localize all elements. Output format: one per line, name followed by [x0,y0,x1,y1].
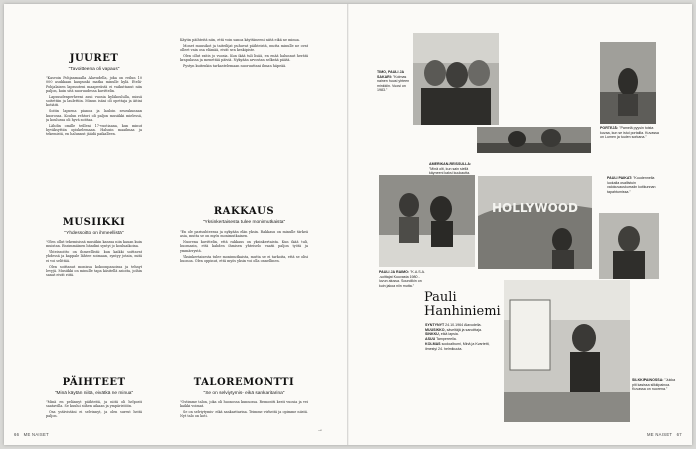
photo-image [413,33,499,125]
caption-silkkipaino [632,378,680,392]
paragraph: Lähdin omille teilleni 17-vuotiaana, kun minut hyväksyttiin opiskelemaan. Halusin maailmaa ja tekemistä, en halunnut jäädä paikalleen. [46,123,142,137]
photo-pauli-raimo [379,175,475,267]
brand-right: ME NAISET [647,432,673,437]
page-gutter [347,4,349,445]
column-continued [180,38,308,222]
caption-label: TIMO, PAULI JA SAKARI: [377,70,404,79]
bio-label: SYNTYNYT [425,323,445,327]
bio-text: 24.10.1964 Alavudella. [445,323,482,327]
paragraph: Nuorena kuvittelin, että rakkaus on yksinkertaista. Kun ikää tuli, huomasin, että kahden ihmisen yhteiselo vaatii paljon työtä ja ymmärrystä. [180,240,308,253]
caption-pauli-raimo [379,270,427,288]
feature-name-last: Hanhiniemi [424,304,501,319]
paragraph: "En ole parisuhteessa ja nykyään elän yksin. Rakkaus on minulle tärkeä asia, mutta se on myös monimutkainen. [180,230,308,239]
feature-bio [425,323,499,351]
photo-image [599,213,659,279]
bio-label: KOLMAS [425,341,441,346]
footer-left [14,432,49,437]
brand-left: ME NAISET [23,432,49,437]
column-paihteet [46,400,142,426]
subheading-taloremontti: "Se on selviytymis- eikä sankaritarina" [203,391,285,396]
column-rakkaus [180,230,308,370]
bio-text: säveltäjä ja sanoittaja. [446,327,482,332]
feature-name-first: Pauli [424,290,457,305]
paragraph: "Kasvoin Pohjanmaalla Alavudella, joka on reilun 10 000 asukkaan kaupunki matka minulle kylä. Etelä-Pohjalaisen lapsuuteni maaperästä ei vaikuttanut niin paljon, kuin sitä nuoruudessa kuvittelin. [46,76,142,93]
paragraph: Yksinkertaisesta tulee monimutkaista, mutta se ei tarkoita, että se olisi huonoa. Olen oppinut, että myös yksin voi olla onnellinen. [180,254,308,263]
paragraph: Monet muusikot ja taiteilijat puhuvat päihteistä, mutta minulle ne ovat olleet vain osa elämää, eivät sen keskipiste. [180,43,308,53]
bio-text: sooloalbumi, Minä ja Kvartetti, ilmestyi 24. helmikuuta. [425,341,490,351]
heading-musiikki: MUSIIKKI [62,217,126,228]
paragraph: Se on selviytymis- eikä sankaritarina. Teimme virheitä ja opimme niistä. Nyt talo on koti. [180,410,308,419]
paragraph: "Minä en pelännyt päihteitä, ja niitä oli helposti saatavilla. Se kuului siihen aikaan ja ympäristöön. [46,400,142,409]
photo-image [504,280,630,422]
caption-text: "Kolmas nainen huusi yhteen minkkiin. Vuosi on 1983." [377,74,410,93]
photo-image [478,176,592,269]
caption-label: PAULI PAIKAT: [607,176,633,180]
paragraph: Käytin päihteitä niin, että voin sanoa käyttäneeni niitä eikä ne minua. [180,38,300,42]
caption-text: "Kuudennella luokalla osallistuin valokuvauskurssiin kotikunnan tapahtumissa." [607,176,656,194]
bio-text: eikä lapsia. [440,332,459,337]
caption-text: "Minä olit, kun sain siellä käyneeni kaksi kuukautta. [429,166,471,176]
bio-label: SINKKU, [425,332,440,337]
photo-pauli-paikat [599,213,659,279]
photo-image [600,42,656,124]
subheading-juuret: "Tavoitteena oli vapaus" [68,67,120,72]
caption-text: "K.A.S.A. -soittajat Kuuvasta 1980 -luvun alussa. Soundikin on kuin jakoa niin mutta." [379,270,426,288]
heading-paihteet: PÄIHTEET [62,377,126,388]
feature-name [424,291,501,319]
magazine-spread [4,4,692,445]
caption-label: PAULI JA RAIMO: [379,270,410,274]
paragraph: "Olen ollut tekemisissä musiikin kanssa niin kauan kuin muistan. Ensimmäinen bändini syntyi jo kouluaikoina. [46,240,142,249]
paragraph: Osa ystävistäni ei selvinnyt, ja olen surrut heitä paljon. [46,410,142,419]
page-number-right: 67 [676,432,682,437]
footer-right [647,432,682,437]
photo-timo-pauli-sakari [413,33,499,125]
heading-rakkaus: RAKKAUS [213,206,275,217]
subheading-musiikki: "Yhdessoitto on ihmeellistä" [64,231,124,236]
caption-label: AMERIKAN-REISSULLA: [429,162,472,166]
column-musiikki [46,240,142,368]
page-number-left: 66 [14,432,20,437]
hollywood-sign: HOLLYWOOD [492,201,578,215]
photo-image [477,127,591,153]
continue-arrow-icon: → [317,427,323,433]
photo-amerikka [477,127,591,153]
caption-timo [377,70,411,93]
bio-label: MUUSIKKO, [425,327,446,332]
paragraph: "Ostimme talon, joka oli huonossa kunnossa. Remontti kesti vuosia ja vei kaikki voimat. [180,400,308,409]
caption-text: "Jukka piti kasissa silkkipainoa. Kuvassa on nuorena." [632,378,676,392]
paragraph: Lapsuudenperheeni asui vuosia kyläkoululla, missä soitettiin ja laulettiin. Minun isäni oli opettaja ja äitini kotiäiti. [46,94,142,108]
bio-label: ASUU [425,337,436,342]
heading-juuret: JUURET [69,53,119,64]
photo-silkkipaino [504,280,630,422]
photo-image [379,175,475,267]
heading-taloremontti: TALOREMONTTI [193,377,295,388]
caption-label: PORTEJÄ: [600,126,619,130]
paragraph: Olen ollut raitis jo vuosia. Kun ikää tuli lisää, en enää halunnut herätä krapulassa ja menettää päiviä. Nykyään arvostan selkeää päätä. [180,54,308,63]
photo-hollywood [478,176,592,269]
column-juuret [46,76,142,204]
caption-pauli-paikat [607,176,662,194]
paragraph: Yhteissoitto on ihmeellistä: kun kaikki soittavat yhdessä ja kappale lähtee soimaan, syntyy jotain, mitä ei voi selittää. [46,250,142,263]
subheading-rakkaus: "Yksinkertaisesta tulee monimutkaista" [202,220,286,225]
subheading-paihteet: "Minä käytän niitä, eivätkä ne minua" [54,391,134,396]
photo-portaat [600,42,656,124]
bio-line [425,342,499,351]
paragraph: Soitin lapsena pianoa ja lauloin seurakunnan kuorossa. Koulun rehtori oli paljon musiikki mielessä, ja koulussa oli hyvä soittaa. [46,109,142,122]
caption-portaat [600,126,662,140]
paragraph: Olen soittanut monissa kokoonpanoissa ja tehnyt levyjä. Musiikki on minulle tapa käsitellä asioita, joihin sanat eivät riitä. [46,264,142,278]
caption-label: SILKKIPAINOSSA: [632,378,664,382]
caption-text: "Pamelä pyysin toista kuvaa, kun se istui portailla. Kuvassa on Lumen ja tuulen sorkana." [600,126,659,140]
column-taloremontti [180,400,308,426]
bio-text: Tampereella. [436,337,457,342]
paragraph: Pystyn kuitenkin tarkastelemaan nuoruuttani ilman häpeää. [183,64,287,69]
